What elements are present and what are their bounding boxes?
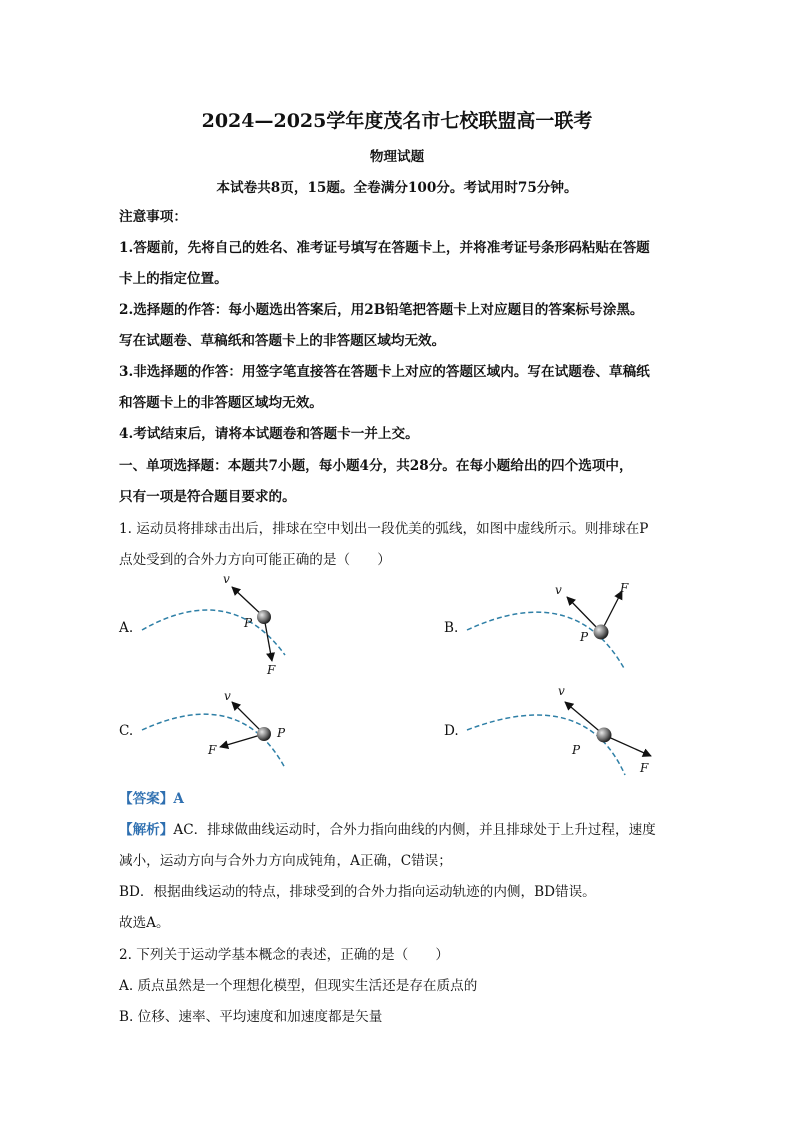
analysis-line: 减小，运动方向与合外力方向成钝角，A正确，C错误； xyxy=(119,853,452,869)
point-label: P xyxy=(244,616,253,630)
note-line: 3.非选择题的作答：用签字笔直接答在答题卡上对应的答题区域内。写在试题卷、草稿纸 xyxy=(119,364,650,380)
velocity-label: v xyxy=(558,684,565,698)
section-heading-cont: 只有一项是符合题目要求的。 xyxy=(119,489,296,505)
option-a-label: A. xyxy=(119,620,134,636)
option-b-diagram xyxy=(465,575,635,685)
note-line: 卡上的指定位置。 xyxy=(119,271,228,287)
force-label: F xyxy=(208,743,217,757)
option-d-label: D. xyxy=(444,723,459,739)
velocity-label: v xyxy=(555,583,562,597)
note-line: 和答题卡上的非答题区域均无效。 xyxy=(119,395,323,411)
point-label: P xyxy=(580,630,589,644)
exam-title: 2024—2025学年度茂名市七校联盟高一联考 xyxy=(201,110,593,132)
answer-label: 【答案】A xyxy=(119,791,184,807)
velocity-label: v xyxy=(224,689,231,703)
question-2-option-a: A. 质点虽然是一个理想化模型，但现实生活还是存在质点的 xyxy=(119,978,478,994)
question-1-stem: 1. 运动员将排球击出后，排球在空中划出一段优美的弧线，如图中虚线所示。则排球在P xyxy=(119,521,649,537)
option-c-diagram xyxy=(140,680,310,790)
force-label: F xyxy=(267,663,276,677)
force-label: F xyxy=(640,761,649,775)
force-label: F xyxy=(620,581,629,595)
notes-heading: 注意事项： xyxy=(119,209,187,225)
analysis-line xyxy=(119,821,656,839)
option-a-diagram xyxy=(140,572,310,685)
exam-info: 本试卷共8页，15题。全卷满分100分。考试用时75分钟。 xyxy=(216,180,578,196)
note-line: 2.选择题的作答：每小题选出答案后，用2B铅笔把答题卡上对应题目的答案标号涂黑。 xyxy=(119,302,644,318)
point-label: P xyxy=(572,743,581,757)
question-2-stem: 2. 下列关于运动学基本概念的表述，正确的是（ ） xyxy=(119,947,449,963)
question-2-option-b: B. 位移、速率、平均速度和加速度都是矢量 xyxy=(119,1009,383,1025)
question-1-stem-cont: 点处受到的合外力方向可能正确的是（ ） xyxy=(119,552,391,568)
note-line: 写在试题卷、草稿纸和答题卡上的非答题区域均无效。 xyxy=(119,333,446,349)
analysis-text: AC．排球做曲线运动时，合外力指向曲线的内侧，并且排球处于上升过程，速度 xyxy=(173,822,656,838)
subject-title: 物理试题 xyxy=(369,149,425,165)
point-label: P xyxy=(277,726,286,740)
note-line: 4.考试结束后，请将本试题卷和答题卡一并上交。 xyxy=(119,426,419,442)
option-c-label: C. xyxy=(119,723,134,739)
note-line: 1.答题前，先将自己的姓名、准考证号填写在答题卡上，并将准考证号条形码粘贴在答题 xyxy=(119,240,650,256)
option-d-diagram xyxy=(465,680,655,790)
section-heading: 一、单项选择题：本题共7小题，每小题4分，共28分。在每小题给出的四个选项中， xyxy=(119,458,633,474)
analysis-tag: 【解析】 xyxy=(119,822,174,838)
analysis-line: 故选A。 xyxy=(119,915,170,931)
velocity-label: v xyxy=(223,572,230,586)
option-b-label: B. xyxy=(444,620,459,636)
analysis-line: BD．根据曲线运动的特点，排球受到的合外力指向运动轨迹的内侧，BD错误。 xyxy=(119,884,596,900)
